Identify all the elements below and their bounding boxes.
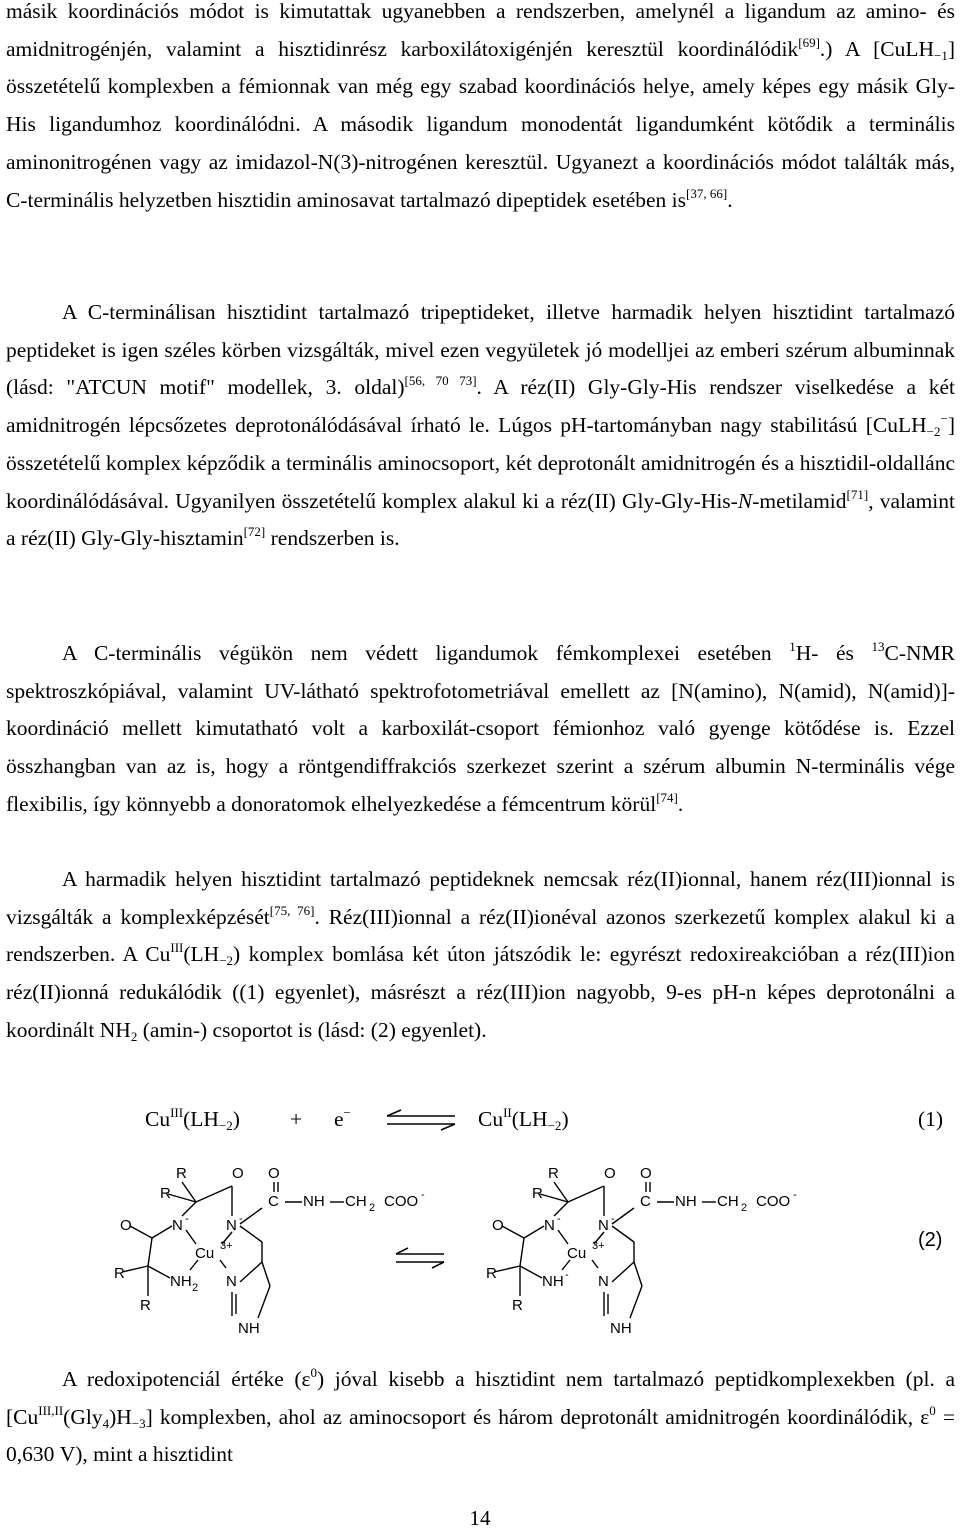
citation: [72] [243,524,266,540]
text-run: ) komplex bomlása két úton játszódik le: egyrészt redoxireakcióban a réz(III)ion réz(II)ionná redukálódik ((1) egyenlet), másrészt a réz(III)ion nagyobb, 9-es pH-n képes deprotonálni a koordinált NH [6,942,955,1042]
paragraph-1 [6,0,955,219]
superscript: 1 [789,639,796,654]
svg-text:N: N [598,1217,609,1234]
svg-text:R: R [532,1185,543,1202]
text-run: ) jóval kisebb a hisztidint nem tartalmazó peptidkomplexekben (pl. a [Cu [6,1367,955,1429]
svg-text:O: O [232,1165,244,1182]
equilibrium-arrow-icon-2 [396,1248,444,1268]
svg-text:2: 2 [192,1282,199,1294]
svg-text:-: - [421,1189,425,1201]
text-run: . Réz(III)ionnal a réz(II)ionéval azonos szerkezetű komplex alakul ki a rendszerben. A Cu [6,904,955,967]
text-run: ] összetételű komplex képződik a terminális aminocsoport, két deprotonált amidnitrogén és a hisztidil-oldallánc koordinálódásával. Ugyanilyen összetételű komplex alakul ki a réz(II) Gly-Gly-His- [6,413,955,513]
svg-text:O: O [604,1165,616,1182]
citation: [71] [846,486,869,502]
svg-text:NH: NH [610,1320,632,1337]
superscript: 13 [871,639,885,654]
svg-text:COO: COO [756,1193,791,1210]
superscript: III,II [38,1402,64,1418]
page-number: 14 [469,1506,491,1530]
svg-text:R: R [486,1265,497,1282]
svg-text:-: - [565,1269,569,1281]
citation: [37, 66] [686,185,728,201]
text-run: )H [109,1404,132,1429]
svg-text:Cu: Cu [567,1245,587,1262]
svg-text:O: O [640,1165,652,1182]
text-run: . A réz(II) Gly-Gly-His rendszer viselkedése a két amidnitrogén lépcsőzetes deprotonálódásával írható le. Lúgos pH-tartományban nagy stabilitású [CuLH [6,375,955,438]
svg-text:2: 2 [741,1202,748,1214]
text-run: A harmadik helyen hisztidint tartalmazó peptideknek nemcsak réz(II)ionnal, hanem réz(III)ionnal is vizsgálták a komplexképzését [6,867,955,929]
subscript: −2 [219,953,234,969]
text-run: (LH [183,942,220,967]
equilibrium-arrow-icon [385,1109,457,1137]
svg-text:R: R [512,1297,523,1314]
text-run: , valamint a réz(II) Gly-Gly-hisztamin [6,488,955,551]
svg-text:CH: CH [345,1193,367,1210]
text-run: (amin-) csoportot is (lásd: (2) egyenlet). [137,1017,487,1042]
svg-text:N: N [226,1217,237,1234]
svg-text:N: N [172,1217,183,1234]
svg-text:CH: CH [717,1193,739,1210]
paragraph-3 [6,635,955,824]
svg-text:COO: COO [384,1193,419,1210]
subscript: −2 [926,424,941,440]
svg-text:2: 2 [369,1202,376,1214]
text-run: . [727,187,733,212]
svg-text:R: R [114,1265,125,1282]
svg-text:NH: NH [238,1320,260,1337]
svg-text:NH: NH [675,1193,697,1210]
svg-text:-: - [557,1213,561,1225]
paragraph-2 [6,294,955,558]
eq1-electron: e− [334,1105,351,1131]
text-run: -metilamid [752,488,847,513]
eq1-left-species: $Cu^{III}(LH_{-2})$ [145,1105,240,1133]
svg-text:-: - [611,1213,615,1225]
subscript: 4 [102,1415,110,1431]
subscript: −3 [131,1415,146,1431]
eq1-plus: + [290,1107,303,1131]
text-run: C-NMR spektroszkópiával, valamint UV-látható spektrofotometriával emellett az [N(amino), N(amid), N(amid)]-koordináció mellett kimutatható volt a karboxilát-csoport fémionhoz való gyenge kötődése is. Ezzel összhangban van az is, hogy a röntgendiffrakciós szerkezet szerint a szérum albumin N-terminális vége flexibilis, így könnyebb a donoratomok elhelyezkedése a fémcentrum körül [6,641,955,816]
paragraph-5 [6,1361,955,1474]
reaction-scheme-diagram [0,1158,960,1358]
svg-text:O: O [268,1165,280,1182]
svg-text:O: O [492,1217,504,1234]
svg-text:N: N [544,1217,555,1234]
svg-text:R: R [548,1165,559,1182]
citation: [69] [798,34,820,50]
svg-text:R: R [140,1297,151,1314]
svg-text:3+: 3+ [592,1240,605,1252]
svg-text:-: - [185,1213,189,1225]
equation-number: (1) [918,1107,944,1131]
eq1-right-species: $Cu^{II}(LH_{-2})$ [478,1105,569,1133]
left-cu-complex-structure [114,1165,425,1337]
superscript: 0 [929,1402,936,1418]
svg-text:-: - [793,1189,797,1201]
superscript: 0 [310,1365,318,1380]
text-run: = 0,630 V), mint a hisztidint [6,1404,955,1467]
superscript: III [170,940,184,956]
equation-1 [0,1107,960,1147]
text-run: . [677,791,684,816]
svg-text:NH: NH [303,1193,325,1210]
citation: [74] [656,789,678,805]
svg-text:C: C [268,1193,279,1210]
svg-text:3+: 3+ [220,1240,233,1252]
subscript: −1 [933,47,948,63]
text-run: ] összetételű komplexben a fémionnak van még egy szabad koordinációs helye, amely képes egy másik Gly-His ligandumhoz koordinálódni. A második ligandum monodentát ligandumként kötődik a terminális aminonitrogénen vagy az imidazol-N(3)-nitrogénen keresztül. Ugyanezt a koordinációs módot találták más, C-terminális helyzetben hisztidin aminosavat tartalmazó dipeptidek esetében is [6,36,955,212]
paragraph-4 [6,861,955,1050]
svg-text:NH: NH [542,1273,564,1290]
superscript: − [940,411,948,427]
italic-text: N [737,488,753,513]
text-run: (Gly [63,1404,103,1429]
text-run: H- és [795,641,872,665]
citation: [75, 76] [269,902,315,918]
right-cu-complex-structure [486,1165,797,1337]
citation: [56, 70 73] [404,373,477,389]
subscript: 2 [130,1028,138,1044]
text-run: A C-terminálisan hisztidint tartalmazó tripeptideket, illetve harmadik helyen hisztidint tartalmazó peptideket is igen széles körben vizsgálták, mivel ezen vegyületek jó modelljei az emberi szérum albuminnak (lásd: "ATCUN motif" modellek, 3. oldal) [6,300,955,400]
text-run: rendszerben is. [265,526,400,551]
text-run: A redoxipotenciál értéke (ε [62,1367,311,1391]
svg-text:O: O [120,1217,132,1234]
equation-2-scheme [0,1158,960,1358]
svg-text:NH: NH [170,1273,192,1290]
equation-2-number: (2) [918,1229,943,1251]
text-run: másik koordinációs módot is kimutattak ugyanebben a rendszerben, amelynél a ligandum az amino- és amidnitrogénjén, valamint a hisztidinrész karboxilátoxigénjén keresztül koordinálódik [6,0,955,61]
text-run: ] komplexben, ahol az aminocsoport és három deprotonált amidnitrogén koordinálódik, ε [145,1404,930,1429]
svg-text:R: R [176,1165,187,1182]
svg-text:N: N [226,1273,237,1290]
svg-text:-: - [239,1213,243,1225]
svg-text:C: C [640,1193,651,1210]
text-run: A C-terminális végükön nem védett ligandumok fémkomplexei esetében [62,641,790,665]
text-run: .) A [CuLH [819,36,934,61]
svg-text:R: R [160,1185,171,1202]
svg-text:N: N [598,1273,609,1290]
svg-text:Cu: Cu [195,1245,215,1262]
